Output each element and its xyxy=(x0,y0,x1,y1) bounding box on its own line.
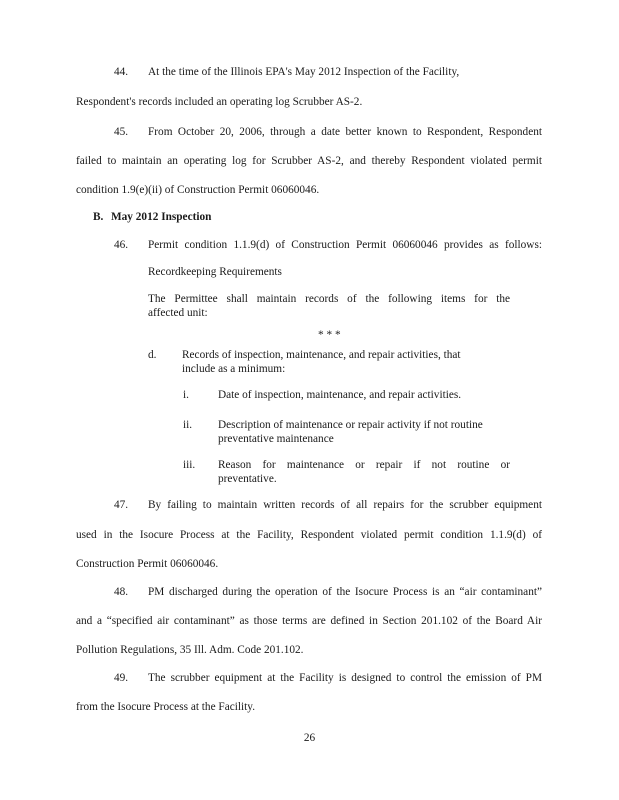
paragraph-text-line: failed to maintain an operating log for Scrubber AS-2, and thereby Respondent violated permit xyxy=(76,155,542,167)
paragraph-number: 47. xyxy=(114,499,129,511)
paragraph-text-line: Construction Permit 06060046. xyxy=(76,558,219,570)
sub-item-label: i. xyxy=(183,389,189,401)
sub-item-text: preventative. xyxy=(218,473,277,485)
page-number: 26 xyxy=(303,732,316,744)
section-label: B. xyxy=(93,211,104,223)
sub-item-text: Date of inspection, maintenance, and repair activities. xyxy=(218,389,462,401)
list-item-text: include as a minimum: xyxy=(182,363,286,375)
paragraph-number: 45. xyxy=(114,126,129,138)
sub-item-label: ii. xyxy=(183,419,193,431)
list-item-text: Records of inspection, maintenance, and repair activities, that xyxy=(182,349,461,361)
paragraph-text-line: Respondent's records included an operating log Scrubber AS-2. xyxy=(76,96,363,108)
sub-item-text: Reason for maintenance or repair if not routine or xyxy=(218,459,510,471)
quote-text-line: affected unit: xyxy=(148,307,208,319)
paragraph-text-line: Permit condition 1.1.9(d) of Construction Permit 06060046 provides as follows: xyxy=(148,239,542,251)
paragraph-text-line: and a “specified air contaminant” as those terms are defined in Section 201.102 of the Board Air xyxy=(76,615,542,627)
sub-item-text: preventative maintenance xyxy=(218,433,334,445)
paragraph-text-line: from the Isocure Process at the Facility. xyxy=(76,701,256,713)
paragraph-number: 44. xyxy=(114,66,129,78)
quote-text-line: The Permittee shall maintain records of the following items for the xyxy=(148,293,510,305)
paragraph-text-line: condition 1.9(e)(ii) of Construction Permit 06060046. xyxy=(76,184,320,196)
paragraph-text-line: From October 20, 2006, through a date better known to Respondent, Respondent xyxy=(148,126,542,138)
paragraph-text-line: By failing to maintain written records of all repairs for the scrubber equipment xyxy=(148,499,542,511)
sub-item-text: Description of maintenance or repair activity if not routine xyxy=(218,419,483,431)
paragraph-number: 46. xyxy=(114,239,129,251)
paragraph-text-line: The scrubber equipment at the Facility is designed to control the emission of PM xyxy=(148,672,542,684)
paragraph-number: 49. xyxy=(114,672,129,684)
asterisks: * * * xyxy=(318,329,341,341)
quote-heading: Recordkeeping Requirements xyxy=(148,266,282,278)
section-title: May 2012 Inspection xyxy=(111,211,212,223)
paragraph-text-line: Pollution Regulations, 35 Ill. Adm. Code 201.102. xyxy=(76,644,304,656)
paragraph-text-line: PM discharged during the operation of the Isocure Process is an “air contaminant” xyxy=(148,586,542,598)
paragraph-text-line: used in the Isocure Process at the Facility, Respondent violated permit condition 1.1.9(d) of xyxy=(76,529,542,541)
paragraph-number: 48. xyxy=(114,586,129,598)
list-item-label: d. xyxy=(148,349,157,361)
paragraph-text-line: At the time of the Illinois EPA's May 2012 Inspection of the Facility, xyxy=(148,66,460,78)
sub-item-label: iii. xyxy=(183,459,196,471)
